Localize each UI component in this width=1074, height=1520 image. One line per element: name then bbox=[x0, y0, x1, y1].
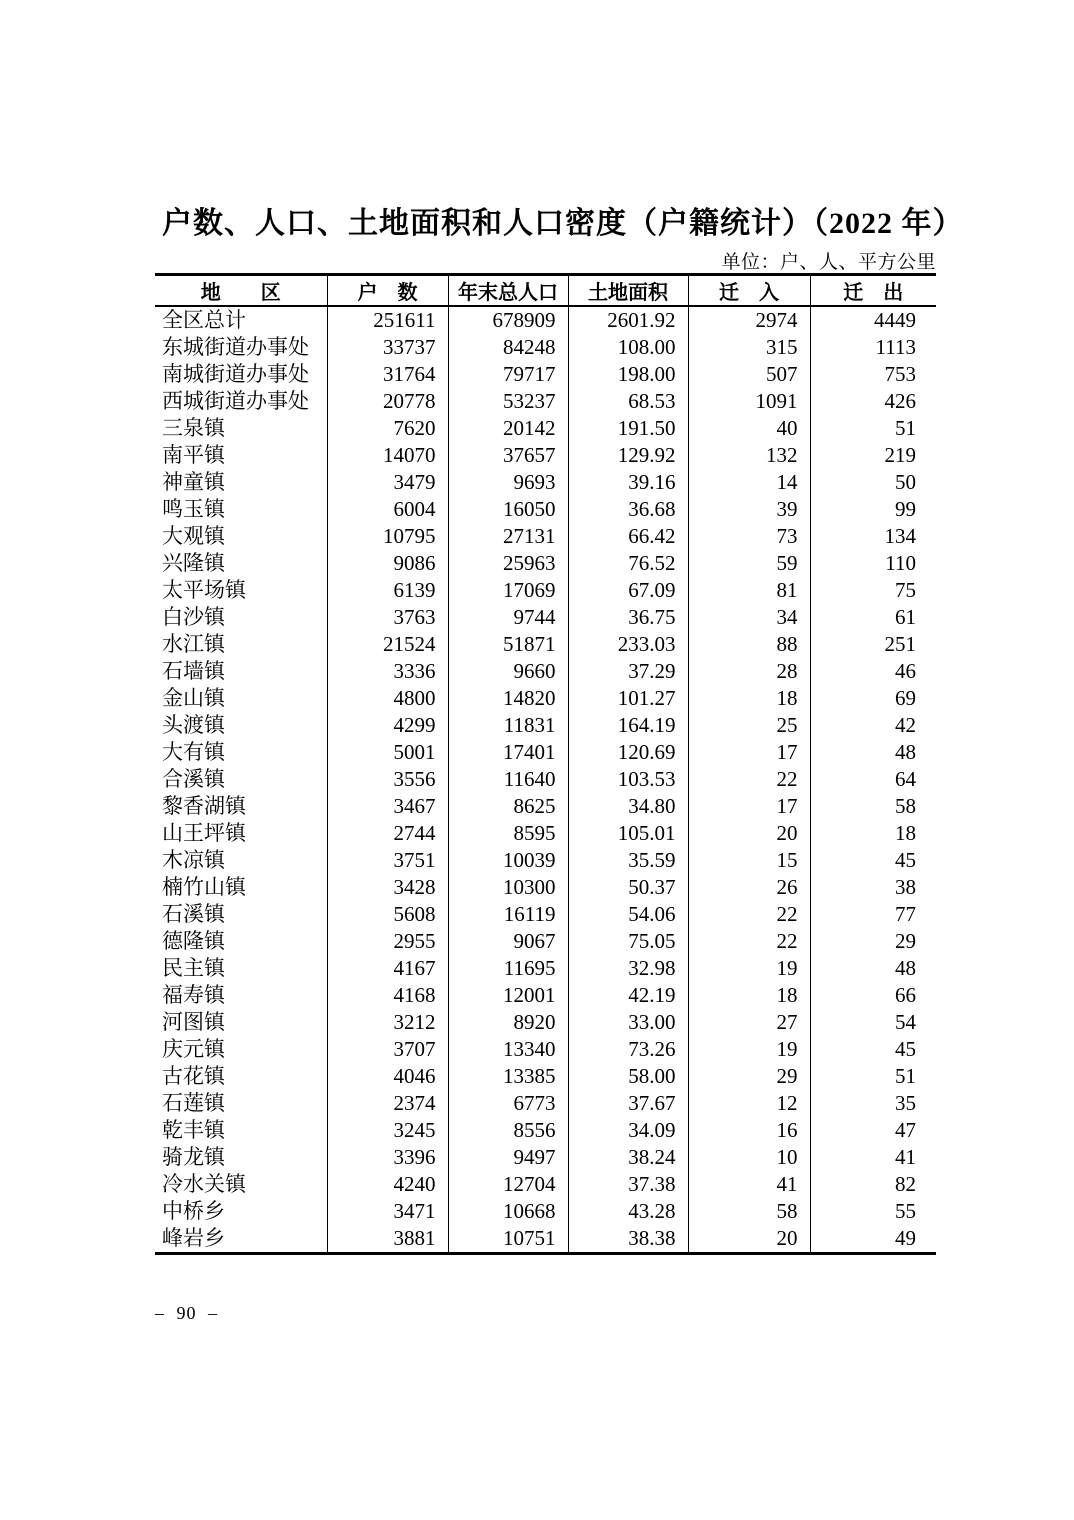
table-row bbox=[155, 361, 936, 388]
value-cell: 2601.92 bbox=[568, 306, 688, 334]
value-cell: 26 bbox=[688, 874, 810, 901]
value-cell: 27 bbox=[688, 1009, 810, 1036]
value-cell: 27131 bbox=[448, 523, 568, 550]
value-cell: 11831 bbox=[448, 712, 568, 739]
table-row bbox=[155, 415, 936, 442]
value-cell: 16119 bbox=[448, 901, 568, 928]
column-header: 迁 出 bbox=[810, 275, 936, 307]
unit-note: 单位：户、人、平方公里 bbox=[721, 252, 936, 273]
table-row bbox=[155, 1063, 936, 1090]
region-cell: 石溪镇 bbox=[155, 901, 327, 928]
value-cell: 81 bbox=[688, 577, 810, 604]
value-cell: 41 bbox=[895, 1145, 916, 1169]
table-row bbox=[155, 820, 936, 847]
region-cell: 南城街道办事处 bbox=[155, 361, 327, 388]
value-cell: 41 bbox=[688, 1171, 810, 1198]
value-cell: 4167 bbox=[327, 955, 448, 982]
value-cell: 45 bbox=[895, 1037, 916, 1061]
value-cell: 3396 bbox=[327, 1144, 448, 1171]
table-row bbox=[155, 1198, 936, 1225]
value-cell: 25 bbox=[688, 712, 810, 739]
value-cell: 198.00 bbox=[568, 361, 688, 388]
value-cell: 14820 bbox=[448, 685, 568, 712]
value-cell: 103.53 bbox=[568, 766, 688, 793]
region-cell: 山王坪镇 bbox=[155, 820, 327, 847]
value-cell: 37.29 bbox=[568, 658, 688, 685]
value-cell: 9693 bbox=[448, 469, 568, 496]
value-cell: 76.52 bbox=[568, 550, 688, 577]
value-cell: 22 bbox=[688, 766, 810, 793]
value-cell: 10751 bbox=[448, 1225, 568, 1254]
value-cell: 33.00 bbox=[568, 1009, 688, 1036]
value-cell: 9086 bbox=[327, 550, 448, 577]
table-header-row bbox=[155, 275, 936, 307]
table-row bbox=[155, 388, 936, 415]
column-header: 户 数 bbox=[327, 275, 448, 307]
region-cell: 大有镇 bbox=[155, 739, 327, 766]
table-row bbox=[155, 496, 936, 523]
value-cell: 4299 bbox=[327, 712, 448, 739]
value-cell: 28 bbox=[688, 658, 810, 685]
value-cell: 48 bbox=[895, 956, 916, 980]
value-cell: 3467 bbox=[327, 793, 448, 820]
value-cell: 38.24 bbox=[568, 1144, 688, 1171]
value-cell: 14 bbox=[688, 469, 810, 496]
value-cell: 5001 bbox=[327, 739, 448, 766]
region-cell: 木凉镇 bbox=[155, 847, 327, 874]
value-cell: 84248 bbox=[448, 334, 568, 361]
value-cell: 37657 bbox=[448, 442, 568, 469]
value-cell: 8595 bbox=[448, 820, 568, 847]
value-cell: 6773 bbox=[448, 1090, 568, 1117]
value-cell: 45 bbox=[895, 848, 916, 872]
table-row bbox=[155, 793, 936, 820]
value-cell: 17 bbox=[688, 793, 810, 820]
value-cell: 51871 bbox=[448, 631, 568, 658]
value-cell: 219 bbox=[884, 443, 916, 467]
value-cell: 108.00 bbox=[568, 334, 688, 361]
value-cell: 6139 bbox=[327, 577, 448, 604]
value-cell: 66.42 bbox=[568, 523, 688, 550]
table-row bbox=[155, 982, 936, 1009]
value-cell: 2374 bbox=[327, 1090, 448, 1117]
value-cell: 75 bbox=[895, 578, 916, 602]
table-row bbox=[155, 550, 936, 577]
value-cell: 17401 bbox=[448, 739, 568, 766]
region-cell: 古花镇 bbox=[155, 1063, 327, 1090]
value-cell: 10795 bbox=[327, 523, 448, 550]
region-cell: 民主镇 bbox=[155, 955, 327, 982]
region-cell: 水江镇 bbox=[155, 631, 327, 658]
value-cell: 58.00 bbox=[568, 1063, 688, 1090]
table-row bbox=[155, 604, 936, 631]
value-cell: 64 bbox=[895, 767, 916, 791]
value-cell: 2974 bbox=[688, 306, 810, 334]
value-cell: 20778 bbox=[327, 388, 448, 415]
value-cell: 38.38 bbox=[568, 1225, 688, 1254]
value-cell: 10300 bbox=[448, 874, 568, 901]
page-title: 户数、人口、土地面积和人口密度（户籍统计）（2022 年） bbox=[162, 207, 964, 240]
value-cell: 34.09 bbox=[568, 1117, 688, 1144]
value-cell: 4240 bbox=[327, 1171, 448, 1198]
region-cell: 楠竹山镇 bbox=[155, 874, 327, 901]
value-cell: 4046 bbox=[327, 1063, 448, 1090]
table-row bbox=[155, 658, 936, 685]
region-cell: 东城街道办事处 bbox=[155, 334, 327, 361]
value-cell: 68.53 bbox=[568, 388, 688, 415]
value-cell: 39.16 bbox=[568, 469, 688, 496]
value-cell: 31764 bbox=[327, 361, 448, 388]
value-cell: 2744 bbox=[327, 820, 448, 847]
table-row bbox=[155, 1144, 936, 1171]
value-cell: 17 bbox=[688, 739, 810, 766]
value-cell: 9067 bbox=[448, 928, 568, 955]
value-cell: 22 bbox=[688, 901, 810, 928]
value-cell: 46 bbox=[895, 659, 916, 683]
value-cell: 20142 bbox=[448, 415, 568, 442]
value-cell: 8625 bbox=[448, 793, 568, 820]
value-cell: 9744 bbox=[448, 604, 568, 631]
value-cell: 19 bbox=[688, 955, 810, 982]
region-cell: 金山镇 bbox=[155, 685, 327, 712]
value-cell: 3707 bbox=[327, 1036, 448, 1063]
value-cell: 49 bbox=[895, 1226, 916, 1250]
value-cell: 18 bbox=[688, 685, 810, 712]
value-cell: 3428 bbox=[327, 874, 448, 901]
region-cell: 冷水关镇 bbox=[155, 1171, 327, 1198]
value-cell: 13340 bbox=[448, 1036, 568, 1063]
table-row bbox=[155, 523, 936, 550]
value-cell: 53237 bbox=[448, 388, 568, 415]
region-cell: 神童镇 bbox=[155, 469, 327, 496]
table-head bbox=[155, 275, 936, 307]
table-row bbox=[155, 685, 936, 712]
value-cell: 14070 bbox=[327, 442, 448, 469]
value-cell: 164.19 bbox=[568, 712, 688, 739]
value-cell: 42.19 bbox=[568, 982, 688, 1009]
value-cell: 37.38 bbox=[568, 1171, 688, 1198]
value-cell: 18 bbox=[688, 982, 810, 1009]
value-cell: 3212 bbox=[327, 1009, 448, 1036]
value-cell: 12 bbox=[688, 1090, 810, 1117]
value-cell: 50.37 bbox=[568, 874, 688, 901]
value-cell: 507 bbox=[688, 361, 810, 388]
region-cell: 鸣玉镇 bbox=[155, 496, 327, 523]
value-cell: 4800 bbox=[327, 685, 448, 712]
value-cell: 34.80 bbox=[568, 793, 688, 820]
value-cell: 753 bbox=[884, 362, 916, 386]
table-row bbox=[155, 712, 936, 739]
value-cell: 129.92 bbox=[568, 442, 688, 469]
value-cell: 22 bbox=[688, 928, 810, 955]
value-cell: 19 bbox=[688, 1036, 810, 1063]
value-cell: 34 bbox=[688, 604, 810, 631]
value-cell: 58 bbox=[688, 1198, 810, 1225]
value-cell: 12704 bbox=[448, 1171, 568, 1198]
value-cell: 99 bbox=[895, 497, 916, 521]
value-cell: 6004 bbox=[327, 496, 448, 523]
region-cell: 兴隆镇 bbox=[155, 550, 327, 577]
value-cell: 73 bbox=[688, 523, 810, 550]
page-number: – 90 – bbox=[155, 1303, 218, 1323]
region-cell: 德隆镇 bbox=[155, 928, 327, 955]
value-cell: 4168 bbox=[327, 982, 448, 1009]
value-cell: 50 bbox=[895, 470, 916, 494]
value-cell: 16 bbox=[688, 1117, 810, 1144]
region-cell: 乾丰镇 bbox=[155, 1117, 327, 1144]
value-cell: 59 bbox=[688, 550, 810, 577]
value-cell: 51 bbox=[895, 416, 916, 440]
region-cell: 庆元镇 bbox=[155, 1036, 327, 1063]
table-row bbox=[155, 1117, 936, 1144]
value-cell: 132 bbox=[688, 442, 810, 469]
region-cell: 西城街道办事处 bbox=[155, 388, 327, 415]
table-row bbox=[155, 955, 936, 982]
value-cell: 55 bbox=[895, 1199, 916, 1223]
region-cell: 头渡镇 bbox=[155, 712, 327, 739]
value-cell: 10 bbox=[688, 1144, 810, 1171]
value-cell: 8556 bbox=[448, 1117, 568, 1144]
value-cell: 3336 bbox=[327, 658, 448, 685]
value-cell: 15 bbox=[688, 847, 810, 874]
value-cell: 10668 bbox=[448, 1198, 568, 1225]
value-cell: 1113 bbox=[875, 335, 916, 359]
value-cell: 134 bbox=[884, 524, 916, 548]
stats-table-body bbox=[155, 306, 936, 1254]
region-cell: 南平镇 bbox=[155, 442, 327, 469]
value-cell: 11695 bbox=[448, 955, 568, 982]
value-cell: 58 bbox=[895, 794, 916, 818]
value-cell: 67.09 bbox=[568, 577, 688, 604]
value-cell: 17069 bbox=[448, 577, 568, 604]
region-cell: 石墙镇 bbox=[155, 658, 327, 685]
value-cell: 11640 bbox=[448, 766, 568, 793]
table-row bbox=[155, 901, 936, 928]
value-cell: 3556 bbox=[327, 766, 448, 793]
value-cell: 38 bbox=[895, 875, 916, 899]
region-cell: 中桥乡 bbox=[155, 1198, 327, 1225]
value-cell: 233.03 bbox=[568, 631, 688, 658]
value-cell: 7620 bbox=[327, 415, 448, 442]
region-cell: 黎香湖镇 bbox=[155, 793, 327, 820]
value-cell: 29 bbox=[688, 1063, 810, 1090]
value-cell: 75.05 bbox=[568, 928, 688, 955]
value-cell: 678909 bbox=[448, 306, 568, 334]
value-cell: 191.50 bbox=[568, 415, 688, 442]
region-cell: 大观镇 bbox=[155, 523, 327, 550]
value-cell: 20 bbox=[688, 1225, 810, 1254]
region-cell: 全区总计 bbox=[155, 306, 327, 334]
value-cell: 69 bbox=[895, 686, 916, 710]
table-row bbox=[155, 1171, 936, 1198]
table-row bbox=[155, 577, 936, 604]
region-cell: 石莲镇 bbox=[155, 1090, 327, 1117]
value-cell: 8920 bbox=[448, 1009, 568, 1036]
value-cell: 3763 bbox=[327, 604, 448, 631]
value-cell: 35 bbox=[895, 1091, 916, 1115]
region-cell: 河图镇 bbox=[155, 1009, 327, 1036]
table-row bbox=[155, 1036, 936, 1063]
column-header: 迁 入 bbox=[688, 275, 810, 307]
value-cell: 251611 bbox=[327, 306, 448, 334]
value-cell: 315 bbox=[688, 334, 810, 361]
value-cell: 79717 bbox=[448, 361, 568, 388]
value-cell: 39 bbox=[688, 496, 810, 523]
table-row bbox=[155, 1225, 936, 1254]
column-header: 土地面积 bbox=[568, 275, 688, 307]
column-header: 年末总人口 bbox=[448, 275, 568, 307]
value-cell: 40 bbox=[688, 415, 810, 442]
table-row bbox=[155, 928, 936, 955]
value-cell: 48 bbox=[895, 740, 916, 764]
value-cell: 35.59 bbox=[568, 847, 688, 874]
table-row bbox=[155, 469, 936, 496]
region-cell: 合溪镇 bbox=[155, 766, 327, 793]
value-cell: 13385 bbox=[448, 1063, 568, 1090]
value-cell: 37.67 bbox=[568, 1090, 688, 1117]
value-cell: 3471 bbox=[327, 1198, 448, 1225]
table-row bbox=[155, 442, 936, 469]
region-cell: 太平场镇 bbox=[155, 577, 327, 604]
value-cell: 10039 bbox=[448, 847, 568, 874]
value-cell: 4449 bbox=[874, 308, 916, 332]
value-cell: 3245 bbox=[327, 1117, 448, 1144]
value-cell: 3881 bbox=[327, 1225, 448, 1254]
region-cell: 三泉镇 bbox=[155, 415, 327, 442]
region-cell: 峰岩乡 bbox=[155, 1225, 327, 1254]
region-cell: 骑龙镇 bbox=[155, 1144, 327, 1171]
value-cell: 42 bbox=[895, 713, 916, 737]
value-cell: 21524 bbox=[327, 631, 448, 658]
value-cell: 88 bbox=[688, 631, 810, 658]
value-cell: 29 bbox=[895, 929, 916, 953]
value-cell: 54.06 bbox=[568, 901, 688, 928]
table-row bbox=[155, 334, 936, 361]
value-cell: 36.68 bbox=[568, 496, 688, 523]
table-row bbox=[155, 306, 936, 334]
value-cell: 36.75 bbox=[568, 604, 688, 631]
value-cell: 25963 bbox=[448, 550, 568, 577]
table-row bbox=[155, 874, 936, 901]
value-cell: 47 bbox=[895, 1118, 916, 1142]
value-cell: 73.26 bbox=[568, 1036, 688, 1063]
value-cell: 54 bbox=[895, 1010, 916, 1034]
value-cell: 20 bbox=[688, 820, 810, 847]
value-cell: 51 bbox=[895, 1064, 916, 1088]
value-cell: 3479 bbox=[327, 469, 448, 496]
value-cell: 110 bbox=[885, 551, 916, 575]
value-cell: 120.69 bbox=[568, 739, 688, 766]
value-cell: 32.98 bbox=[568, 955, 688, 982]
value-cell: 12001 bbox=[448, 982, 568, 1009]
value-cell: 1091 bbox=[688, 388, 810, 415]
value-cell: 251 bbox=[884, 632, 916, 656]
value-cell: 9660 bbox=[448, 658, 568, 685]
table-row bbox=[155, 766, 936, 793]
value-cell: 77 bbox=[895, 902, 916, 926]
region-cell: 福寿镇 bbox=[155, 982, 327, 1009]
value-cell: 426 bbox=[884, 389, 916, 413]
value-cell: 18 bbox=[895, 821, 916, 845]
value-cell: 105.01 bbox=[568, 820, 688, 847]
table-row bbox=[155, 739, 936, 766]
value-cell: 43.28 bbox=[568, 1198, 688, 1225]
value-cell: 101.27 bbox=[568, 685, 688, 712]
table-row bbox=[155, 1009, 936, 1036]
value-cell: 9497 bbox=[448, 1144, 568, 1171]
value-cell: 61 bbox=[895, 605, 916, 629]
value-cell: 33737 bbox=[327, 334, 448, 361]
column-header: 地 区 bbox=[155, 275, 327, 307]
value-cell: 66 bbox=[895, 983, 916, 1007]
value-cell: 82 bbox=[895, 1172, 916, 1196]
value-cell: 2955 bbox=[327, 928, 448, 955]
table-row bbox=[155, 1090, 936, 1117]
value-cell: 3751 bbox=[327, 847, 448, 874]
value-cell: 5608 bbox=[327, 901, 448, 928]
stats-table bbox=[155, 273, 936, 1255]
value-cell: 16050 bbox=[448, 496, 568, 523]
region-cell: 白沙镇 bbox=[155, 604, 327, 631]
table-row bbox=[155, 847, 936, 874]
table-row bbox=[155, 631, 936, 658]
